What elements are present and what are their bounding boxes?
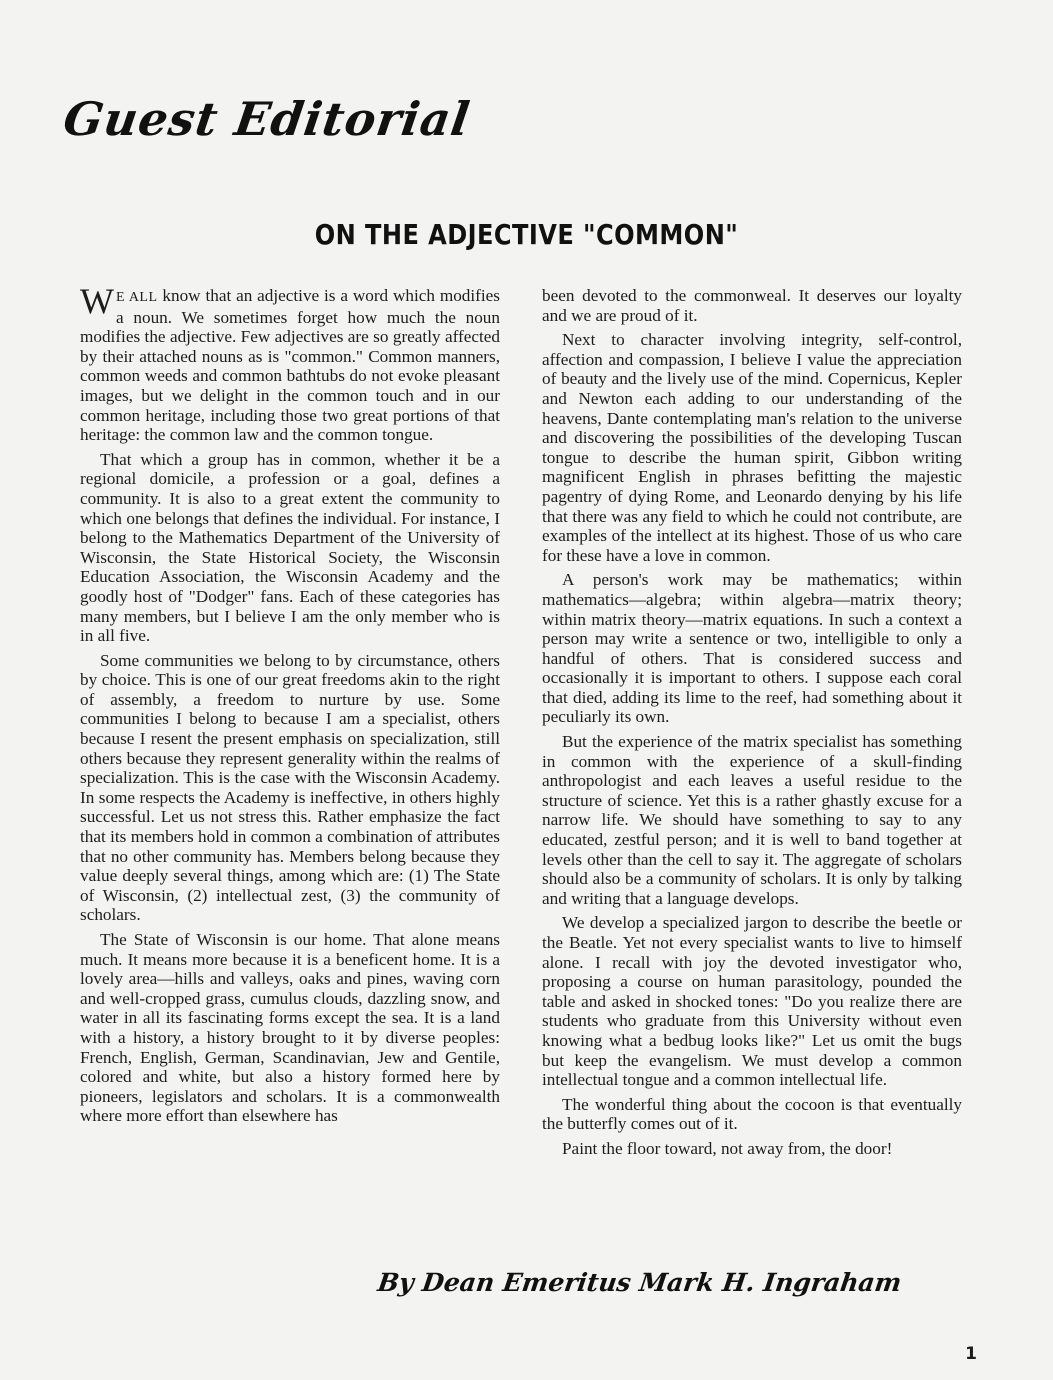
paragraph: Paint the floor toward, not away from, the door! <box>562 1138 893 1158</box>
section-kicker: Guest Editorial <box>60 92 474 146</box>
paragraph: The wonderful thing about the cocoon is that eventually the butterfly comes out of it. <box>542 1094 962 1134</box>
paragraph: Some communities we belong to by circumstance, others by choice. This is one of our great freedoms akin to the right of assembly, a freedom to nurture by use. Some communities I belong to because I am a specialist, others because I resent the present emphasis on specialization, still others because they represent generality within the realms of specialization. This is the case with the Wisconsin Academy. In some respects the Academy is ineffective, in others highly successful. Let us not stress this. Rather emphasize the fact that its members hold in common a combination of attributes that no other community has. Members belong because they value deeply several things, among which are: (1) The State of Wisconsin, (2) intellectual zest, (3) the community of scholars. <box>80 650 500 925</box>
author-byline: By Dean Emeritus Mark H. Ingraham <box>375 1268 904 1297</box>
paragraph-continuation: been devoted to the commonweal. It deserves our loyalty and we are proud of it. <box>542 286 962 325</box>
paragraph: The State of Wisconsin is our home. That alone means much. It means more because it is a beneficent home. It is a lovely area—hills and valleys, oaks and pines, waving corn and well-cropped grass, cumulus clouds, dazzling snow, and water in all its fascinating forms except the sea. It is a land with a history, a history brought to it by diverse peoples: French, English, German, Scandinavian, Jew and Gentile, colored and white, but also a history formed here by pioneers, legislators and scholars. It is a commonwealth where more effort than elsewhere has <box>80 930 500 1126</box>
page-number: 1 <box>965 1344 977 1364</box>
article-headline: ON THE ADJECTIVE "COMMON" <box>314 218 739 251</box>
paragraph: Next to character involving integrity, self-control, affection and compassion, I believe I value the appreciation of beauty and the lively use of the mind. Copernicus, Kepler and Newton each adding to our understanding of the heavens, Dante contemplating man's relation to the universe and discovering the possibilities of the developing Tuscan tongue to describe the human spirit, Gibbon writing magnificent English in phrases befitting the majestic pagentry of dying Rome, and Leonardo denying by his life that there was any field to which he could not contribute, are examples of the intellect at its highest. Those of us who care for these have a love in common. <box>542 330 962 565</box>
opening-small-caps: E ALL <box>115 290 158 305</box>
paragraph: We develop a specialized jargon to describe the beetle or the Beatle. Yet not every specialist wants to live to himself alone. I recall with joy the devoted investigator who, proposing a course on human parasitology, pounded the table and asked in shocked tones: "Do you realize there are students who graduate from this University without even knowing what a bedbug looks like?" Let us omit the bugs but keep the evangelism. We must develop a common intellectual tongue and a common intellectual life. <box>542 913 962 1090</box>
paragraph: A person's work may be mathematics; within mathematics—algebra; within algebra—matrix theory; within matrix theory—matrix equations. In such a context a person may write a sentence or two, intelligible to only a handful of others. That is considered success and occasionally it is important to others. I suppose each coral that died, adding its lime to the reef, had something about it peculiarly its own. <box>542 570 962 727</box>
paragraph-text: know that an adjective is a word which modifies a noun. We sometimes forget how much the noun modifies the adjective. Few adjectives are so greatly affected by their attached nouns as is "common." Common manners, common weeds and common bathtubs do not evoke pleasant images, but we delight in the common touch and in our common heritage, including those two great portions of that heritage: the common law and the common tongue. <box>80 286 500 445</box>
right-column <box>542 286 962 1164</box>
paragraph: That which a group has in common, whether it be a regional domicile, a profession or a goal, defines a community. It is also to a great extent the community to which one belongs that defines the individual. For instance, I belong to the Mathematics Department of the University of Wisconsin, the State Historical Society, the Wisconsin Education Association, the Wisconsin Academy and the goodly host of "Dodger" fans. Each of these categories has many members, but I believe I am the only member who is in all five. <box>80 449 500 646</box>
left-column <box>80 281 500 1131</box>
paragraph: But the experience of the matrix specialist has something in common with the experience of a skull-finding anthropologist and each leaves a useful residue to the structure of science. Yet this is a rather ghastly excuse for a narrow life. We should have something to say to any educated, zestful person; and it is well to band together at levels other than the cell to say it. The aggregate of scholars should also be a community of scholars. It is only by talking and writing that a language develops. <box>542 732 962 908</box>
paragraph <box>80 281 500 445</box>
drop-cap: W <box>80 281 114 321</box>
